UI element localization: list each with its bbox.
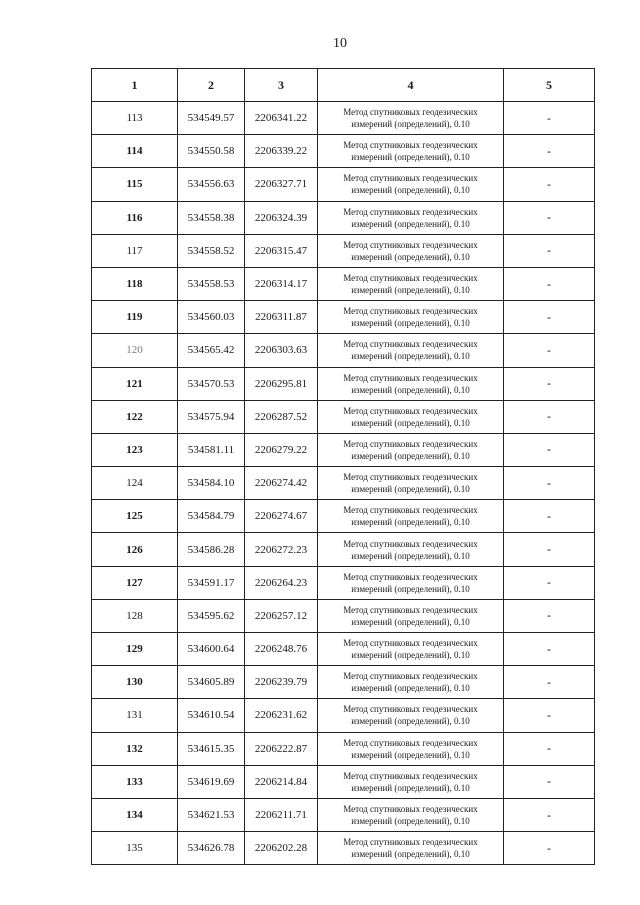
method-line-1: Метод спутниковых геодезических (343, 140, 478, 151)
method-line-1: Метод спутниковых геодезических (343, 107, 478, 118)
method-cell (318, 666, 504, 699)
method-line-2: измерений (определений), 0.10 (351, 484, 470, 495)
table-row (92, 301, 595, 334)
description-cell: - (504, 699, 595, 732)
method-cell (318, 533, 504, 566)
x-coordinate-cell: 534584.10 (178, 467, 245, 500)
point-number-cell: 134 (92, 798, 178, 831)
table-row (92, 367, 595, 400)
table-row (92, 135, 595, 168)
y-coordinate-cell: 2206272.23 (245, 533, 318, 566)
y-coordinate-cell: 2206287.52 (245, 400, 318, 433)
method-line-1: Метод спутниковых геодезических (343, 638, 478, 649)
method-cell (318, 599, 504, 632)
method-cell (318, 334, 504, 367)
method-line-1: Метод спутниковых геодезических (343, 306, 478, 317)
x-coordinate-cell: 534549.57 (178, 102, 245, 135)
method-cell (318, 798, 504, 831)
point-number-cell: 131 (92, 699, 178, 732)
y-coordinate-cell: 2206239.79 (245, 666, 318, 699)
description-cell: - (504, 267, 595, 300)
column-header-2: 2 (178, 69, 245, 102)
method-cell (318, 832, 504, 865)
y-coordinate-cell: 2206274.67 (245, 500, 318, 533)
method-line-1: Метод спутниковых геодезических (343, 571, 478, 582)
method-line-1: Метод спутниковых геодезических (343, 206, 478, 217)
method-line-1: Метод спутниковых геодезических (343, 438, 478, 449)
table-row (92, 666, 595, 699)
description-cell: - (504, 367, 595, 400)
table-row (92, 633, 595, 666)
y-coordinate-cell: 2206274.42 (245, 467, 318, 500)
x-coordinate-cell: 534586.28 (178, 533, 245, 566)
header-row (92, 69, 595, 102)
method-line-2: измерений (определений), 0.10 (351, 616, 470, 627)
x-coordinate-cell: 534575.94 (178, 400, 245, 433)
method-line-2: измерений (определений), 0.10 (351, 417, 470, 428)
y-coordinate-cell: 2206327.71 (245, 168, 318, 201)
y-coordinate-cell: 2206248.76 (245, 633, 318, 666)
x-coordinate-cell: 534558.38 (178, 201, 245, 234)
table-row (92, 267, 595, 300)
table-row (92, 400, 595, 433)
method-cell (318, 765, 504, 798)
method-cell (318, 201, 504, 234)
method-line-2: измерений (определений), 0.10 (351, 384, 470, 395)
point-number-cell: 127 (92, 566, 178, 599)
point-number-cell: 115 (92, 168, 178, 201)
x-coordinate-cell: 534626.78 (178, 832, 245, 865)
x-coordinate-cell: 534610.54 (178, 699, 245, 732)
table-row (92, 168, 595, 201)
point-number-cell: 132 (92, 732, 178, 765)
method-cell (318, 102, 504, 135)
method-line-2: измерений (определений), 0.10 (351, 251, 470, 262)
table-row (92, 699, 595, 732)
table-row (92, 234, 595, 267)
y-coordinate-cell: 2206341.22 (245, 102, 318, 135)
method-line-2: измерений (определений), 0.10 (351, 517, 470, 528)
x-coordinate-cell: 534605.89 (178, 666, 245, 699)
method-line-1: Метод спутниковых геодезических (343, 604, 478, 615)
point-number-cell: 123 (92, 433, 178, 466)
y-coordinate-cell: 2206279.22 (245, 433, 318, 466)
method-cell (318, 467, 504, 500)
point-number-cell: 126 (92, 533, 178, 566)
x-coordinate-cell: 534560.03 (178, 301, 245, 334)
point-number-cell: 121 (92, 367, 178, 400)
method-cell (318, 234, 504, 267)
table-row (92, 500, 595, 533)
method-cell (318, 301, 504, 334)
method-line-1: Метод спутниковых геодезических (343, 405, 478, 416)
method-cell (318, 732, 504, 765)
point-number-cell: 118 (92, 267, 178, 300)
description-cell: - (504, 666, 595, 699)
table-row (92, 433, 595, 466)
x-coordinate-cell: 534619.69 (178, 765, 245, 798)
table-row (92, 832, 595, 865)
x-coordinate-cell: 534621.53 (178, 798, 245, 831)
description-cell: - (504, 334, 595, 367)
method-line-2: измерений (определений), 0.10 (351, 185, 470, 196)
x-coordinate-cell: 534615.35 (178, 732, 245, 765)
description-cell: - (504, 732, 595, 765)
description-cell: - (504, 566, 595, 599)
description-cell: - (504, 400, 595, 433)
method-line-2: измерений (определений), 0.10 (351, 683, 470, 694)
method-cell (318, 566, 504, 599)
method-line-1: Метод спутниковых геодезических (343, 804, 478, 815)
y-coordinate-cell: 2206311.87 (245, 301, 318, 334)
method-line-2: измерений (определений), 0.10 (351, 816, 470, 827)
table-row (92, 467, 595, 500)
method-line-1: Метод спутниковых геодезических (343, 173, 478, 184)
method-line-1: Метод спутниковых геодезических (343, 538, 478, 549)
point-number-cell: 117 (92, 234, 178, 267)
y-coordinate-cell: 2206315.47 (245, 234, 318, 267)
method-line-2: измерений (определений), 0.10 (351, 152, 470, 163)
table-row (92, 102, 595, 135)
method-cell (318, 633, 504, 666)
method-line-1: Метод спутниковых геодезических (343, 273, 478, 284)
method-line-2: измерений (определений), 0.10 (351, 849, 470, 860)
x-coordinate-cell: 534600.64 (178, 633, 245, 666)
point-number-cell: 125 (92, 500, 178, 533)
method-line-2: измерений (определений), 0.10 (351, 450, 470, 461)
method-line-2: измерений (определений), 0.10 (351, 119, 470, 130)
x-coordinate-cell: 534556.63 (178, 168, 245, 201)
point-number-cell: 130 (92, 666, 178, 699)
y-coordinate-cell: 2206222.87 (245, 732, 318, 765)
y-coordinate-cell: 2206211.71 (245, 798, 318, 831)
description-cell: - (504, 798, 595, 831)
point-number-cell: 128 (92, 599, 178, 632)
x-coordinate-cell: 534581.11 (178, 433, 245, 466)
point-number-cell: 135 (92, 832, 178, 865)
method-line-1: Метод спутниковых геодезических (343, 372, 478, 383)
x-coordinate-cell: 534558.53 (178, 267, 245, 300)
method-cell (318, 168, 504, 201)
coordinates-table (91, 68, 595, 865)
method-line-1: Метод спутниковых геодезических (343, 505, 478, 516)
description-cell: - (504, 765, 595, 798)
table-row (92, 533, 595, 566)
point-number-cell: 124 (92, 467, 178, 500)
x-coordinate-cell: 534550.58 (178, 135, 245, 168)
table-row (92, 201, 595, 234)
method-cell (318, 500, 504, 533)
method-line-2: измерений (определений), 0.10 (351, 716, 470, 727)
point-number-cell: 119 (92, 301, 178, 334)
y-coordinate-cell: 2206339.22 (245, 135, 318, 168)
description-cell: - (504, 301, 595, 334)
method-cell (318, 699, 504, 732)
method-line-1: Метод спутниковых геодезических (343, 837, 478, 848)
column-header-5: 5 (504, 69, 595, 102)
x-coordinate-cell: 534595.62 (178, 599, 245, 632)
description-cell: - (504, 234, 595, 267)
x-coordinate-cell: 534565.42 (178, 334, 245, 367)
y-coordinate-cell: 2206214.84 (245, 765, 318, 798)
y-coordinate-cell: 2206314.17 (245, 267, 318, 300)
column-header-4: 4 (318, 69, 504, 102)
method-line-2: измерений (определений), 0.10 (351, 318, 470, 329)
method-cell (318, 367, 504, 400)
point-number-cell: 114 (92, 135, 178, 168)
method-line-2: измерений (определений), 0.10 (351, 218, 470, 229)
y-coordinate-cell: 2206303.63 (245, 334, 318, 367)
method-cell (318, 135, 504, 168)
method-cell (318, 267, 504, 300)
method-line-1: Метод спутниковых геодезических (343, 239, 478, 250)
table-row (92, 732, 595, 765)
table-body (92, 102, 595, 865)
description-cell: - (504, 500, 595, 533)
table-row (92, 334, 595, 367)
x-coordinate-cell: 534558.52 (178, 234, 245, 267)
method-line-2: измерений (определений), 0.10 (351, 583, 470, 594)
table-row (92, 599, 595, 632)
description-cell: - (504, 135, 595, 168)
description-cell: - (504, 533, 595, 566)
method-line-2: измерений (определений), 0.10 (351, 749, 470, 760)
method-cell (318, 400, 504, 433)
point-number-cell: 129 (92, 633, 178, 666)
method-line-1: Метод спутниковых геодезических (343, 339, 478, 350)
y-coordinate-cell: 2206264.23 (245, 566, 318, 599)
y-coordinate-cell: 2206295.81 (245, 367, 318, 400)
method-line-2: измерений (определений), 0.10 (351, 782, 470, 793)
table-row (92, 566, 595, 599)
column-header-1: 1 (92, 69, 178, 102)
point-number-cell: 120 (92, 334, 178, 367)
y-coordinate-cell: 2206202.28 (245, 832, 318, 865)
description-cell: - (504, 201, 595, 234)
method-line-2: измерений (определений), 0.10 (351, 650, 470, 661)
table-row (92, 765, 595, 798)
y-coordinate-cell: 2206257.12 (245, 599, 318, 632)
x-coordinate-cell: 534591.17 (178, 566, 245, 599)
description-cell: - (504, 102, 595, 135)
description-cell: - (504, 599, 595, 632)
method-line-1: Метод спутниковых геодезических (343, 671, 478, 682)
method-line-1: Метод спутниковых геодезических (343, 704, 478, 715)
method-line-2: измерений (определений), 0.10 (351, 550, 470, 561)
description-cell: - (504, 168, 595, 201)
description-cell: - (504, 832, 595, 865)
point-number-cell: 116 (92, 201, 178, 234)
description-cell: - (504, 633, 595, 666)
description-cell: - (504, 433, 595, 466)
column-header-3: 3 (245, 69, 318, 102)
method-line-1: Метод спутниковых геодезических (343, 737, 478, 748)
description-cell: - (504, 467, 595, 500)
y-coordinate-cell: 2206324.39 (245, 201, 318, 234)
page-number: 10 (333, 36, 347, 51)
method-cell (318, 433, 504, 466)
method-line-1: Метод спутниковых геодезических (343, 472, 478, 483)
method-line-2: измерений (определений), 0.10 (351, 285, 470, 296)
table-row (92, 798, 595, 831)
x-coordinate-cell: 534584.79 (178, 500, 245, 533)
point-number-cell: 113 (92, 102, 178, 135)
method-line-1: Метод спутниковых геодезических (343, 770, 478, 781)
method-line-2: измерений (определений), 0.10 (351, 351, 470, 362)
x-coordinate-cell: 534570.53 (178, 367, 245, 400)
point-number-cell: 133 (92, 765, 178, 798)
point-number-cell: 122 (92, 400, 178, 433)
y-coordinate-cell: 2206231.62 (245, 699, 318, 732)
